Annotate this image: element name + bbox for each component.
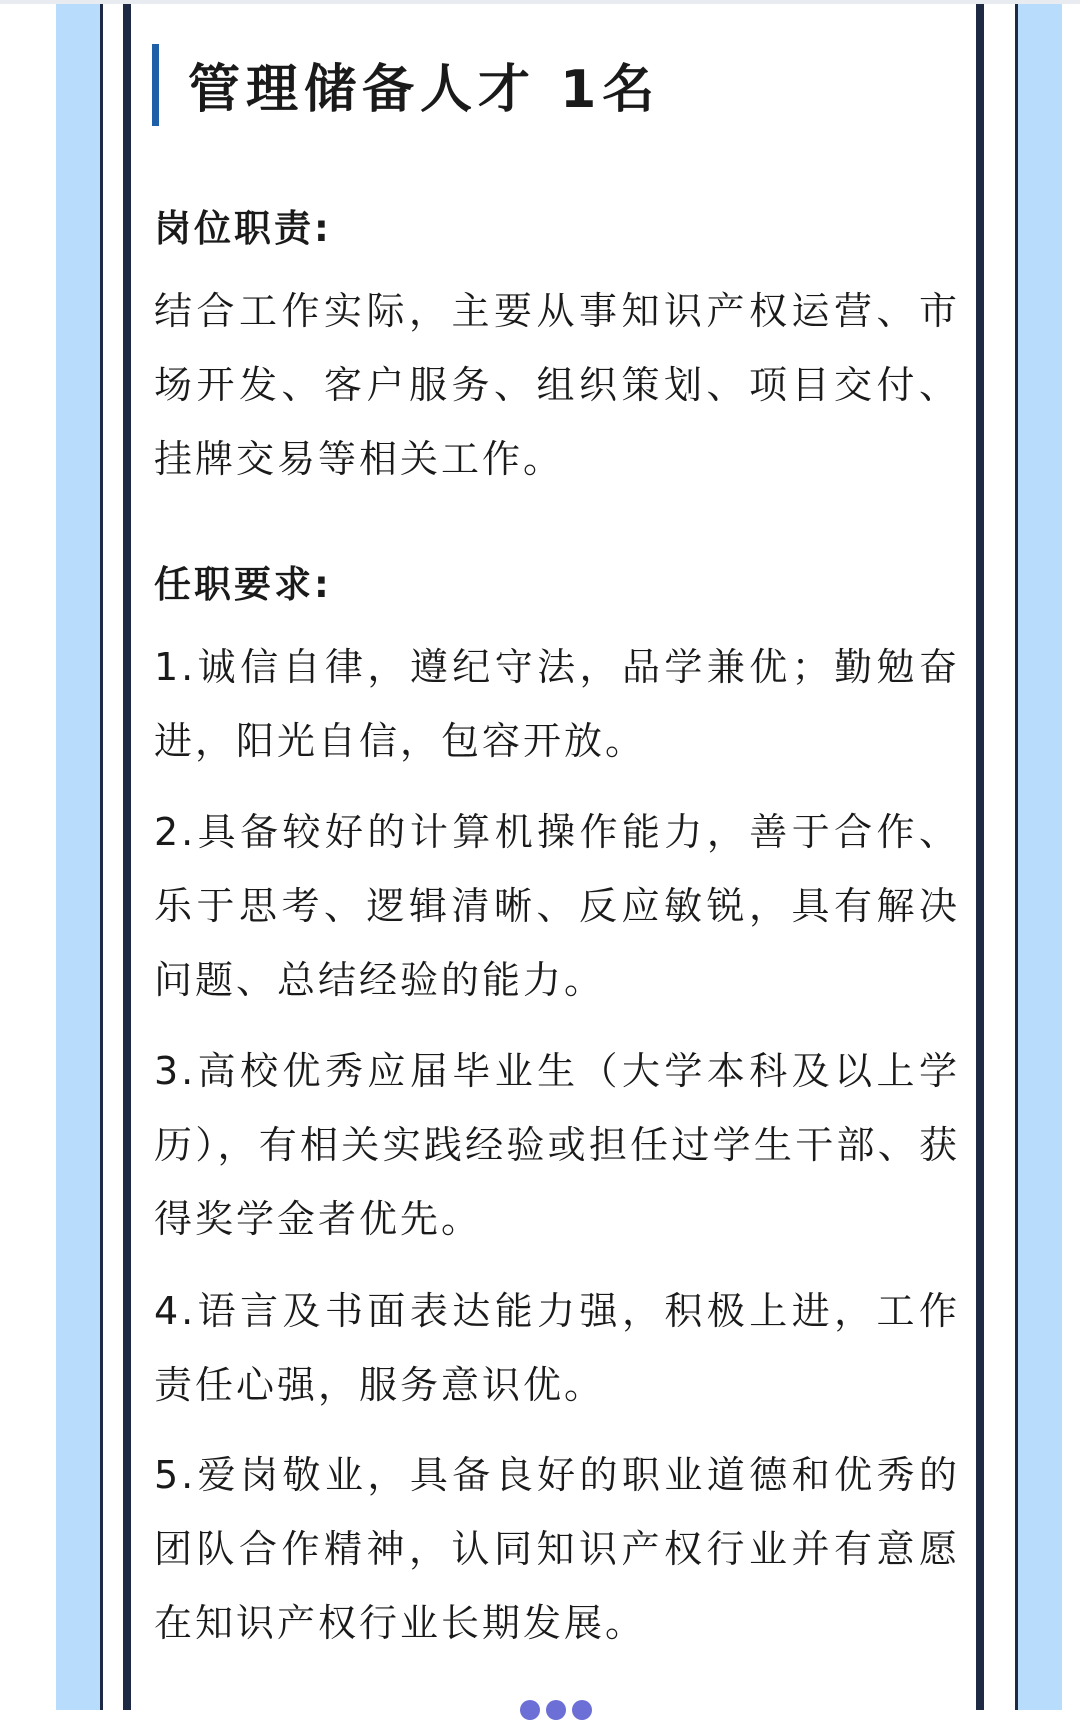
right-decorative-band	[1015, 4, 1062, 1710]
requirement-item: 5.爱岗敬业，具备良好的职业道德和优秀的团队合作精神，认同知识产权行业并有意愿在知识产权行业长期发展。	[154, 1453, 960, 1645]
dot	[520, 1700, 540, 1720]
requirement-item: 1.诚信自律，遵纪守法，品学兼优；勤勉奋进，阳光自信，包容开放。	[154, 645, 960, 763]
dot	[546, 1700, 566, 1720]
duties-text: 结合工作实际，主要从事知识产权运营、市场开发、客户服务、组织策划、项目交付、挂牌交易等相关工作。	[154, 289, 960, 481]
left-decorative-band	[56, 4, 103, 1710]
job-title: 管理储备人才 1名	[188, 60, 661, 120]
dot	[572, 1700, 592, 1720]
requirement-item: 2.具备较好的计算机操作能力，善于合作、乐于思考、逻辑清晰、反应敏锐，具有解决问题、总结经验的能力。	[154, 810, 960, 1002]
page-indicator-dots	[520, 1700, 592, 1720]
duties-heading: 岗位职责:	[154, 207, 332, 250]
requirement-item: 4.语言及书面表达能力强，积极上进，工作责任心强，服务意识优。	[154, 1289, 960, 1407]
requirements-heading: 任职要求:	[154, 563, 332, 606]
requirement-item: 3.高校优秀应届毕业生（大学本科及以上学历），有相关实践经验或担任过学生干部、获得奖学金者优先。	[154, 1049, 960, 1241]
title-accent-bar	[152, 44, 159, 126]
